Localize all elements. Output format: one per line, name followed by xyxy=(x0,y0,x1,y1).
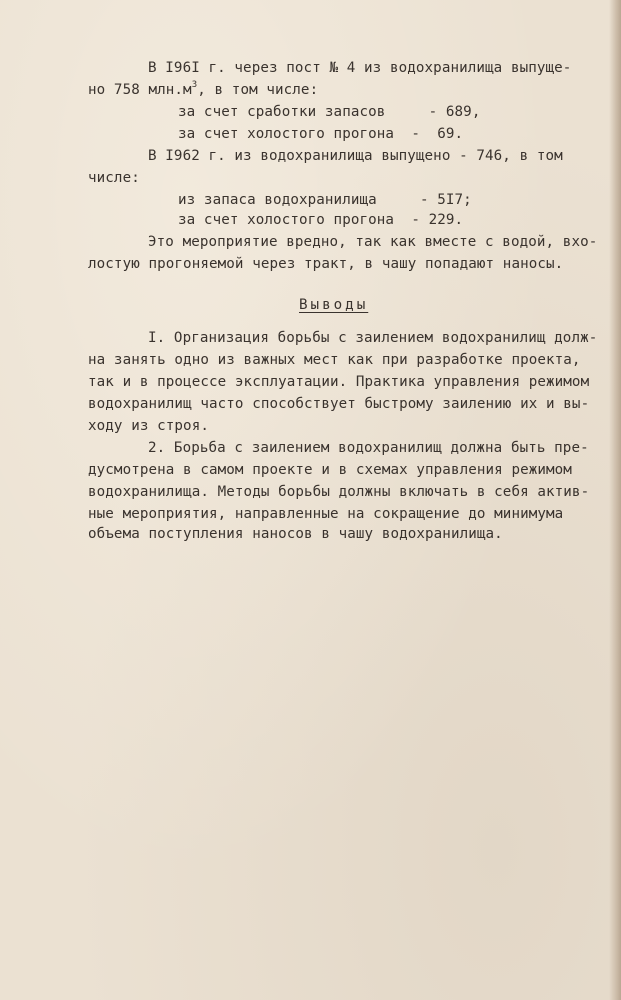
text-line: ные мероприятия, направленные на сокращение до минимума xyxy=(88,506,564,522)
text-line: лостую прогоняемой через тракт, в чашу попадают наносы. xyxy=(88,256,564,272)
text-line: ходу из строя. xyxy=(88,418,209,434)
text-line: Это мероприятие вредно, так как вместе с водой, вхо- xyxy=(148,234,598,250)
section-heading: Выводы xyxy=(299,297,369,313)
superscript: 3 xyxy=(191,80,198,90)
text-line: на занять одно из важных мест как при разработке проекта, xyxy=(88,352,581,368)
text-line: за счет холостого прогона - 69. xyxy=(178,126,464,142)
text-line: за счет сработки запасов - 689, xyxy=(178,104,481,120)
text-line: из запаса водохранилища - 5I7; xyxy=(178,192,472,208)
text-segment: но 758 млн.м xyxy=(88,82,192,98)
text-line: объема поступления наносов в чашу водохранилища. xyxy=(88,526,503,542)
page-edge-shadow xyxy=(609,0,621,1000)
text-line: В I96I г. через пост № 4 из водохранилища выпуще- xyxy=(148,60,572,76)
text-line: дусмотрена в самом проекте и в схемах управления режимом xyxy=(88,462,572,478)
text-line: 2. Борьба с заилением водохранилищ должна быть пре- xyxy=(148,440,589,456)
text-line xyxy=(88,80,318,100)
text-line: водохранилищ часто способствует быстрому заилению их и вы- xyxy=(88,396,590,412)
text-segment: , в том числе: xyxy=(197,82,319,98)
text-line: за счет холостого прогона - 229. xyxy=(178,212,464,228)
text-line: водохранилища. Методы борьбы должны включать в себя актив- xyxy=(88,484,590,500)
text-line: В I962 г. из водохранилища выпущено - 746, в том xyxy=(148,148,563,164)
text-line: так и в процессе эксплуатации. Практика управления режимом xyxy=(88,374,590,390)
text-line: числе: xyxy=(88,170,140,186)
text-line: I. Организация борьбы с заилением водохранилищ долж- xyxy=(148,330,598,346)
